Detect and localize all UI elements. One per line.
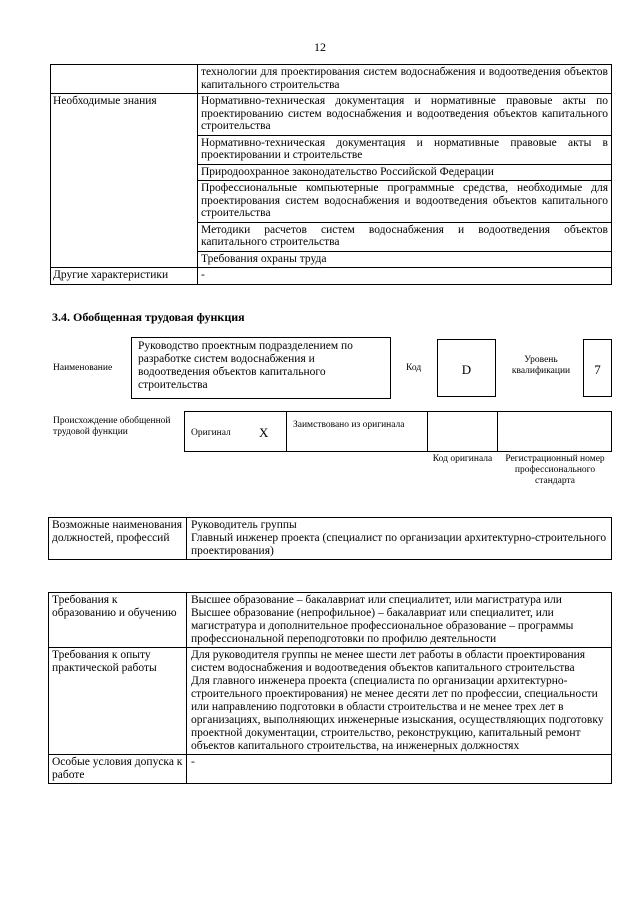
borrowed-label: Заимствовано из оригинала	[293, 420, 405, 430]
position-line: Руководитель группы	[191, 519, 297, 531]
table-cell: Для руководителя группы не менее шести лет работы в области проектирования систем водоснабжения и водоотведения объектов капитального строительства Для главного инженера проекта (специалиста по организации архитектурно-строительного проектирования) не менее десяти лет по профессии, специальности или направлению подготовки в области строительства и не менее трех лет в организациях, выполняющих инженерные изыскания, осуществляющих подготовку проектной документации, строительство, реконструкцию, капитальный ремонт объектов капитального строительства, на инженерных должностях	[187, 648, 612, 755]
table-row	[49, 648, 612, 755]
row-label: Особые условия допуска к работе	[49, 755, 187, 784]
code-label: Код	[406, 363, 422, 373]
table-row	[49, 593, 612, 648]
page-number: 12	[314, 40, 326, 54]
table-row	[51, 94, 612, 136]
table-cell: -	[187, 755, 612, 784]
reg-number-label: Регистрационный номер профессионального стандарта	[505, 454, 605, 486]
table-cell: Нормативно-техническая документация и нормативные правовые акты по проектированию систем водоснабжения и водоотведения объектов капитального строительства	[198, 94, 612, 136]
row-label: Другие характеристики	[51, 268, 198, 285]
row-label: Требования к опыту практической работы	[49, 648, 187, 755]
knowledge-table	[50, 64, 612, 285]
original-label: Оригинал	[191, 428, 231, 438]
section-title: 3.4. Обобщенная трудовая функция	[52, 310, 245, 324]
row-label: Необходимые знания	[51, 94, 198, 268]
row-label	[51, 65, 198, 94]
level-label: Уровень квалификации	[511, 355, 571, 376]
origin-box	[184, 411, 612, 452]
table-row	[51, 65, 612, 94]
divider	[497, 411, 498, 452]
positions-table	[48, 517, 612, 560]
requirements-table	[48, 592, 612, 784]
level-box	[583, 339, 612, 397]
table-cell: Методики расчетов систем водоснабжения и водоотведения объектов капитального строительства	[198, 222, 612, 251]
table-row	[51, 268, 612, 285]
table-row	[49, 755, 612, 784]
table-cell: технологии для проектирования систем водоснабжения и водоотведения объектов капитального строительства	[198, 65, 612, 94]
origin-label: Происхождение обобщенной трудовой функции	[53, 416, 171, 437]
level-value: 7	[594, 362, 601, 377]
code-value: D	[461, 362, 472, 377]
position-line: Главный инженер проекта (специалист по организации архитектурно-строительного проектирования)	[191, 532, 607, 557]
table-cell: Высшее образование – бакалавриат или специалитет, или магистратура или Высшее образование (непрофильное) – бакалавриат или специалитет, или магистратура и дополнительное профессиональное образование – программы профессиональной переподготовки по профилю деятельности	[187, 593, 612, 648]
table-cell: Природоохранное законодательство Российской Федерации	[198, 164, 612, 181]
table-row	[49, 518, 612, 560]
divider	[286, 411, 287, 452]
origin-code-label: Код оригинала	[432, 454, 493, 464]
code-box	[437, 339, 496, 397]
name-label: Наименование	[53, 363, 113, 373]
row-label: Требования к образованию и обучению	[49, 593, 187, 648]
row-label: Возможные наименования должностей, профессий	[49, 518, 187, 560]
name-box	[131, 337, 391, 399]
table-cell: Требования охраны труда	[198, 251, 612, 268]
table-cell: -	[198, 268, 612, 285]
table-cell	[187, 518, 612, 560]
original-mark: X	[259, 425, 269, 440]
divider	[427, 411, 428, 452]
table-cell: Нормативно-техническая документация и нормативные правовые акты в проектировании и строительстве	[198, 135, 612, 164]
name-value: Руководство проектным подразделением по разработке систем водоснабжения и водоотведения объектов капитального строительства	[138, 340, 353, 391]
table-cell: Профессиональные компьютерные программные средства, необходимые для проектирования систем водоснабжения и водоотведения объектов капитального строительства	[198, 181, 612, 223]
